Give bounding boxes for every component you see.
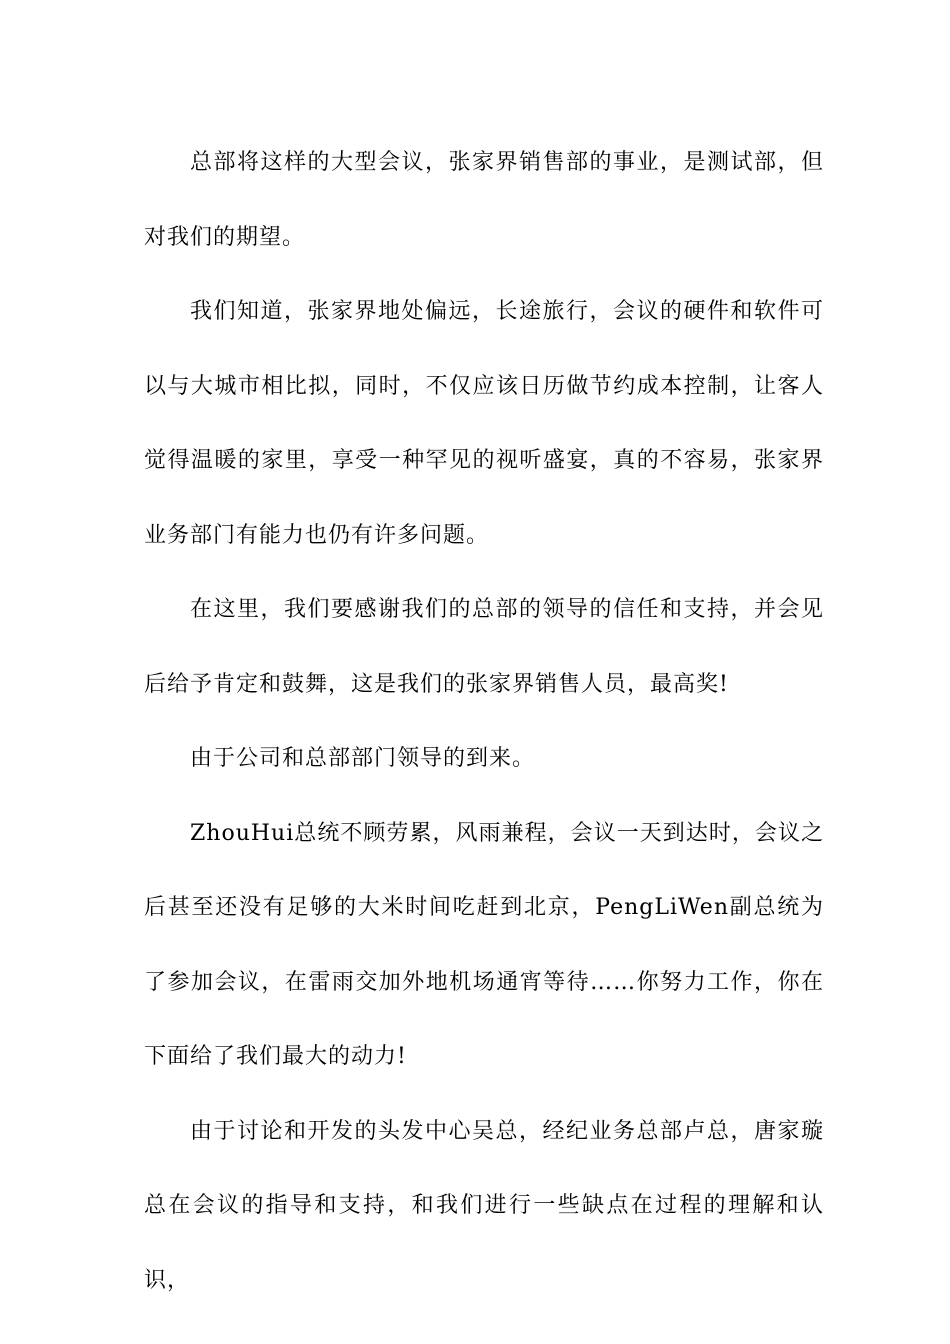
paragraph-6: 由于讨论和开发的头发中心吴总，经纪业务总部卢总，唐家璇总在会议的指导和支持，和我们进行一些缺点在过程的理解和认识， bbox=[144, 1118, 824, 1293]
paragraph-4: 由于公司和总部部门领导的到来。 bbox=[190, 746, 536, 771]
paragraph-1: 总部将这样的大型会议，张家界销售部的事业，是测试部，但对我们的期望。 bbox=[144, 150, 824, 250]
paragraph-5: ZhouHui总统不顾劳累，风雨兼程，会议一天到达时，会议之后甚至还没有足够的大米时间吃赶到北京，PengLiWen副总统为了参加会议，在雷雨交加外地机场通宵等待……你努力工作，你在下面给了我们最大的动力! bbox=[144, 820, 824, 1069]
document-body bbox=[144, 126, 824, 1318]
paragraph-2: 我们知道，张家界地处偏远，长途旅行，会议的硬件和软件可以与大城市相比拟，同时，不仅应该日历做节约成本控制，让客人觉得温暖的家里，享受一种罕见的视听盛宴，真的不容易，张家界业务部门有能力也仍有许多问题。 bbox=[144, 299, 824, 548]
paragraph-3: 在这里，我们要感谢我们的总部的领导的信任和支持，并会见后给予肯定和鼓舞，这是我们的张家界销售人员，最高奖! bbox=[144, 597, 824, 697]
